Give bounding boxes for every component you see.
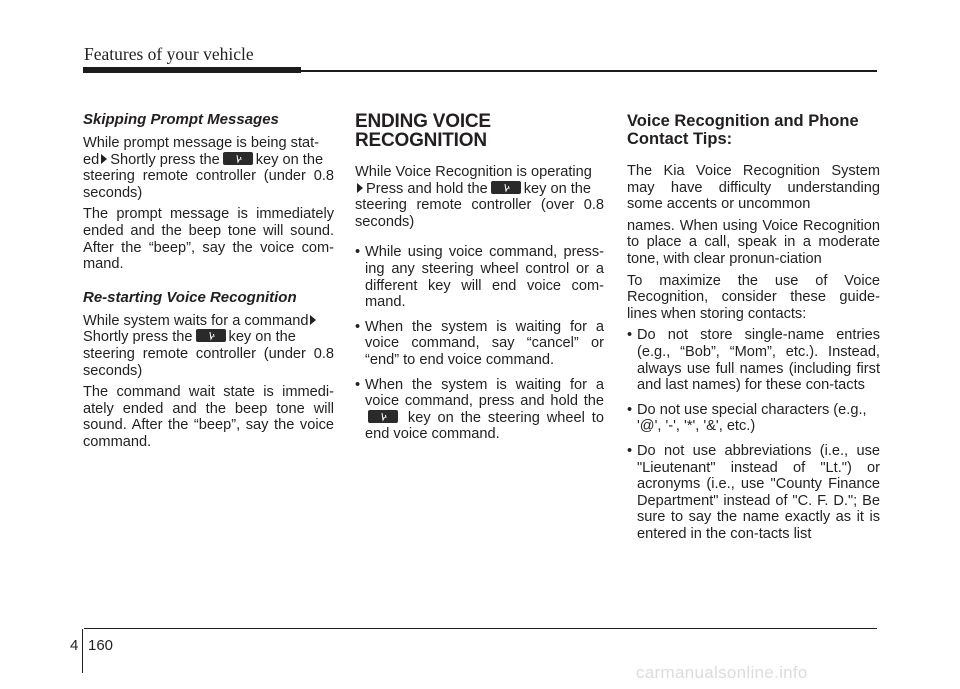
list-item bbox=[355, 377, 604, 443]
list-item bbox=[627, 443, 880, 543]
text-fragment: key on the bbox=[523, 180, 592, 197]
skipping-paragraph-1 bbox=[83, 135, 334, 201]
arrow-right-icon bbox=[310, 315, 316, 325]
text-fragment: While system waits for a command bbox=[83, 312, 309, 329]
footer-divider bbox=[82, 629, 83, 673]
text-fragment: Shortly press the bbox=[83, 329, 193, 346]
ending-voice-recognition-heading bbox=[355, 112, 604, 150]
footer-rule bbox=[84, 628, 877, 629]
list-item bbox=[355, 319, 604, 369]
text-fragment: ed bbox=[83, 151, 100, 168]
contact-tips-paragraph-3: To maximize the use of Voice Recognition, consider these guide-lines when storing contacts: bbox=[627, 272, 880, 322]
voice-recognition-key-icon bbox=[196, 329, 226, 342]
text-fragment: key on the steering wheel to end voice command. bbox=[365, 409, 604, 443]
voice-recognition-key-icon bbox=[223, 152, 253, 165]
watermark: carmanualsonline.info bbox=[636, 663, 808, 682]
bullet-mark: • bbox=[355, 244, 361, 261]
chapter-number: 4 bbox=[70, 637, 79, 654]
text-fragment: key on the bbox=[228, 329, 296, 346]
arrow-right-icon bbox=[101, 154, 107, 164]
bullet-mark: • bbox=[627, 442, 633, 459]
text-fragment: While prompt message is being stat- bbox=[83, 135, 320, 151]
bullet-text: When the system is waiting for a voice command, say “cancel” or “end” to end voice command. bbox=[365, 318, 604, 368]
contact-tips-paragraph-1: The Kia Voice Recognition System may have difficulty understanding some accents or uncommon bbox=[627, 163, 880, 213]
column-middle bbox=[355, 111, 604, 451]
contact-tips-paragraph-2: names. When using Voice Recognition to place a call, speak in a moderate tone, with clear pronun-ciation bbox=[627, 217, 880, 267]
list-item bbox=[627, 327, 880, 393]
heading-line: ENDING VOICE bbox=[355, 111, 491, 132]
text-fragment: While Voice Recognition is operating bbox=[355, 164, 592, 180]
restarting-heading: Re-starting Voice Recognition bbox=[83, 288, 297, 306]
ending-intro-paragraph bbox=[355, 164, 604, 230]
skipping-paragraph-2: The prompt message is immediately ended and the beep tone will sound. After the “beep”, say the voice com-mand. bbox=[83, 206, 334, 273]
column-left bbox=[83, 111, 334, 456]
text-fragment: key on the bbox=[255, 151, 324, 168]
restarting-paragraph-1 bbox=[83, 313, 334, 379]
bullet-text bbox=[365, 377, 604, 443]
text-fragment: steering remote controller (under 0.8 seconds) bbox=[83, 168, 334, 201]
text-fragment: Shortly press the bbox=[110, 151, 220, 168]
heading-line: Voice Recognition and Phone bbox=[627, 112, 859, 130]
bullet-text: While using voice command, press-ing any steering wheel control or a different key will end voice com-mand. bbox=[365, 244, 604, 311]
list-item bbox=[627, 402, 880, 435]
heading-line: Contact Tips: bbox=[627, 130, 733, 148]
voice-recognition-key-icon bbox=[491, 181, 521, 194]
heading-line: RECOGNITION bbox=[355, 130, 487, 151]
bullet-mark: • bbox=[355, 376, 361, 393]
bullet-mark: • bbox=[627, 401, 633, 418]
list-item bbox=[355, 244, 604, 310]
bullet-text: Do not use abbreviations (i.e., use "Lieutenant" instead of "Lt.") or acronyms (i.e., use "County Finance Department" instead of "C. F. D."; Be sure to say the name exactly as it is entered in the con-tacts list bbox=[637, 442, 880, 542]
bullet-mark: • bbox=[355, 318, 361, 335]
bullet-mark: • bbox=[627, 327, 633, 344]
restarting-paragraph-2: The command wait state is immedi-ately ended and the beep tone will sound. After the “beep”, say the voice command. bbox=[83, 384, 334, 450]
bullet-text: Do not store single-name entries (e.g., “Bob”, “Mom”, etc.). Instead, always use full names (including first and last names) for these con-tacts bbox=[637, 327, 880, 394]
voice-recognition-key-icon bbox=[368, 410, 398, 423]
arrow-right-icon bbox=[357, 183, 363, 193]
header-rule-thin bbox=[301, 70, 877, 72]
text-fragment: steering remote controller (over 0.8 seconds) bbox=[355, 197, 604, 230]
text-fragment: When the system is waiting for a voice command, press and hold the bbox=[365, 376, 604, 410]
skipping-prompt-heading: Skipping Prompt Messages bbox=[83, 111, 279, 128]
contact-tips-heading bbox=[627, 112, 880, 148]
bullet-text: Do not use special characters (e.g., '@', '-', '*', '&', etc.) bbox=[637, 401, 867, 435]
page-number: 160 bbox=[88, 637, 114, 654]
header-rule-thick bbox=[83, 67, 301, 73]
column-right bbox=[627, 111, 880, 550]
text-fragment: steering remote controller (under 0.8 seconds) bbox=[83, 345, 334, 379]
text-fragment: Press and hold the bbox=[366, 180, 488, 197]
page-header-title: Features of your vehicle bbox=[84, 44, 254, 64]
